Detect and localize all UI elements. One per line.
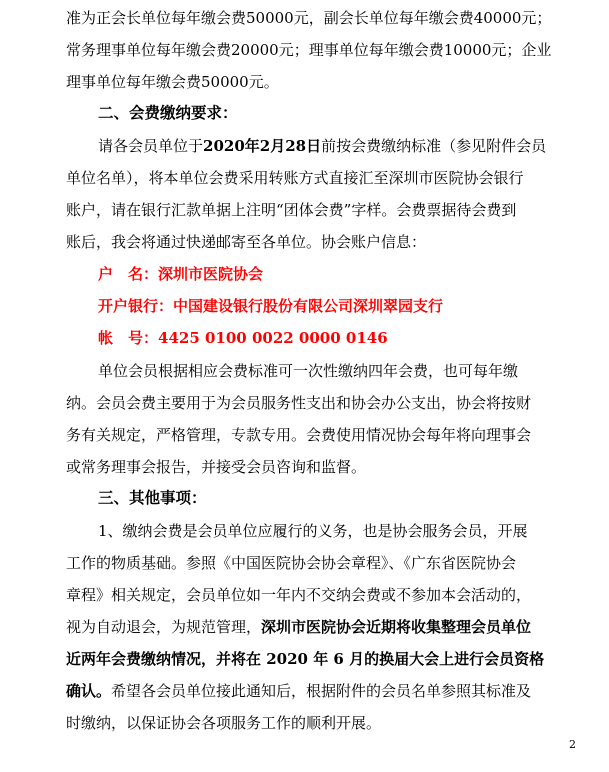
account-bank: [98, 296, 443, 316]
other-matters-line-6-bold: 确认。: [66, 682, 112, 700]
other-matters-line-4: [66, 617, 531, 637]
account-number: [98, 328, 388, 348]
other-matters-line-2: 工作的物质基础。参照《中国医院协会协会章程》、《广东省医院协会: [66, 554, 517, 572]
account-bank-value: 中国建设银行股份有限公司深圳翠园支行: [173, 297, 444, 315]
other-matters-line-7: 时缴纳，以保证协会各项服务工作的顺利开展。: [66, 714, 382, 732]
account-bank-label: 开户银行：: [98, 297, 174, 315]
payment-paragraph-line-2: 单位名单），将本单位会费采用转账方式直接汇至深圳市医院协会银行: [66, 169, 524, 187]
payment-deadline-suffix: 前按会费缴纳标准（参见附件会员: [321, 137, 547, 155]
account-number-value: 4425 0100 0022 0000 0146: [158, 329, 388, 347]
payment-deadline-date: 2020年2月28日: [203, 137, 322, 155]
account-name-label: 户 名：: [98, 265, 159, 283]
section-heading-fee-payment: 二、会费缴纳要求：: [98, 104, 238, 122]
fee-usage-line-2: 纳。会员会费主要用于为会员服务性支出和协会办公支出，协会将按财: [66, 394, 532, 412]
account-name: [98, 264, 263, 284]
payment-paragraph-line-4: 账后，我会将通过快递邮寄至各单位。协会账户信息：: [66, 233, 427, 251]
other-matters-line-3: 章程》相关规定，会员单位如一年内不交纳会费或不参加本会活动的，: [66, 586, 532, 604]
other-matters-line-1: 1、缴纳会费是会员单位应履行的义务，也是协会服务会员，开展: [98, 522, 528, 540]
account-name-value: 深圳市医院协会: [158, 265, 264, 283]
other-matters-line-4-bold: 深圳市医院协会近期将收集整理会员单位: [261, 618, 532, 636]
other-matters-line-4-normal: 视为自动退会，为规范管理，: [66, 618, 262, 636]
fee-usage-line-1: 单位会员根据相应会费标准可一次性缴纳四年会费，也可每年缴: [98, 362, 519, 380]
fee-line-1: 准为正会长单位每年缴会费50000元，副会长单位每年缴会费40000元；: [66, 9, 552, 27]
fee-line-2: 常务理事单位每年缴会费20000元；理事单位每年缴会费10000元；企业: [66, 41, 552, 59]
payment-paragraph-line-3: 账户，请在银行汇款单据上注明“团体会费”字样。会费票据待会费到: [66, 201, 517, 219]
payment-paragraph-line-1: [98, 136, 546, 156]
payment-deadline-prefix: 请各会员单位于: [98, 137, 204, 155]
other-matters-line-5: 近两年会费缴纳情况，并将在 2020 年 6 月的换届大会上进行会员资格: [66, 650, 545, 668]
section-heading-other-matters: 三、其他事项：: [98, 489, 207, 507]
other-matters-line-6: [66, 681, 531, 701]
fee-line-3: 理事单位每年缴会费50000元。: [66, 73, 279, 91]
page-number: 2: [569, 738, 576, 751]
fee-usage-line-3: 务有关规定，严格管理，专款专用。会费使用情况协会每年将向理事会: [66, 426, 532, 444]
fee-usage-line-4: 或常务理事会报告，并接受会员咨询和监督。: [66, 458, 367, 476]
account-number-label: 帐 号：: [98, 329, 159, 347]
other-matters-line-6-normal: 希望各会员单位接此通知后，根据附件的会员名单参照其标准及: [111, 682, 532, 700]
